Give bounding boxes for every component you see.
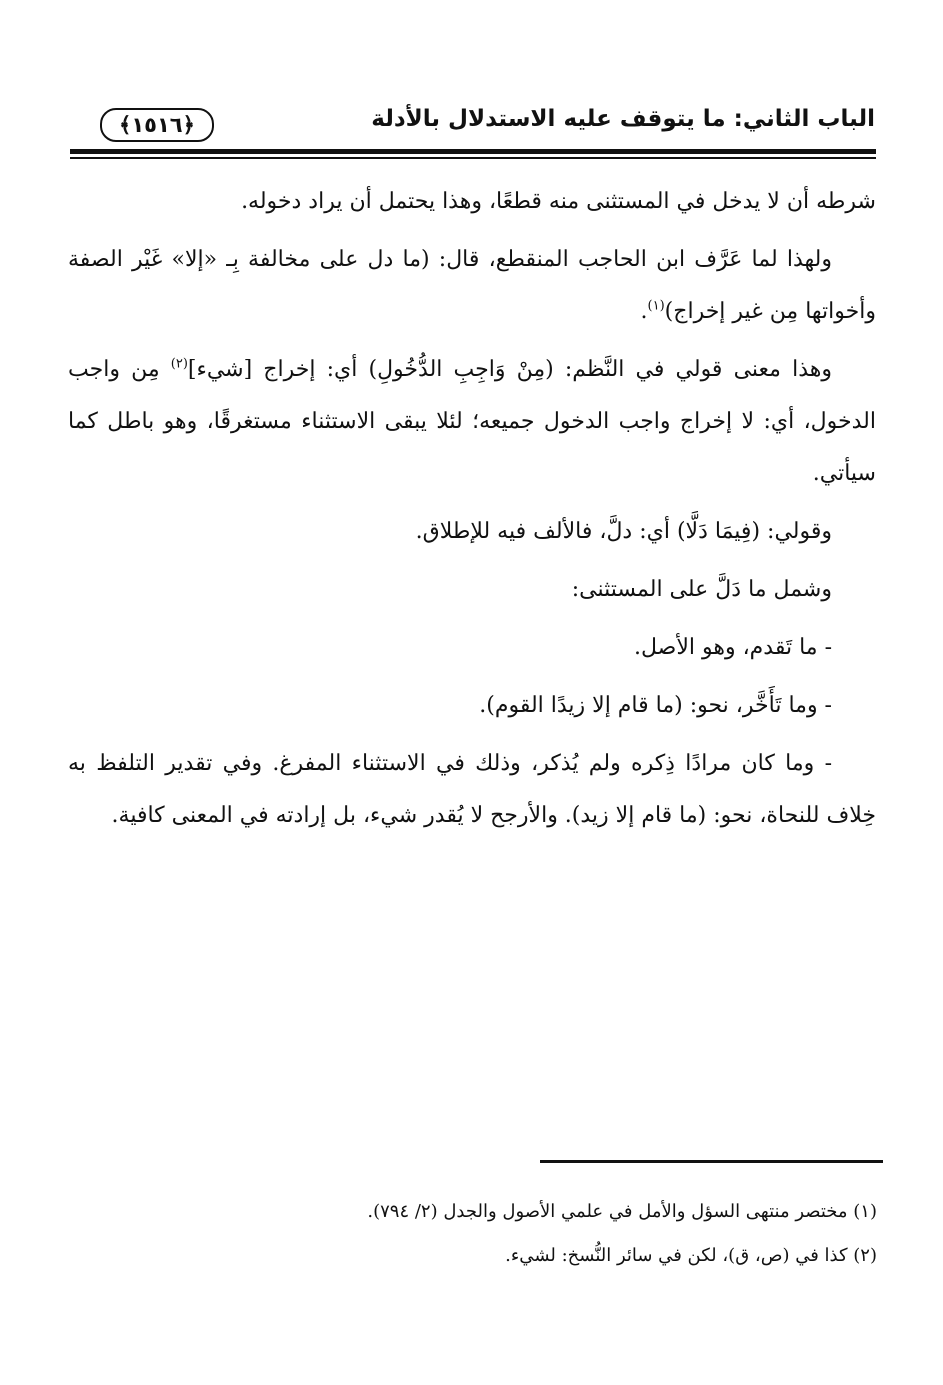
paragraph-2: ولهذا لما عَرَّف ابن الحاجب المنقطع، قال: (ما دل على مخالفة بِـ «إلا» غَيْر الصفة وأخواتها مِن غير إخراج)$^{(١)}$.: [68, 247, 876, 324]
paragraph-3: وهذا معنى قولي في النَّظم: (مِنْ وَاجِبِ الدُّخُولِ) أي: إخراج [شيء]$^{(٢)}$ مِن واجب الدخول، أي: لا إخراج واجب الدخول جميعه؛ لئلا يبقى الاستثناء مستغرقًا، وهو باطل كما سيأتي.: [68, 356, 876, 486]
paragraph-1: شرطه أن لا يدخل في المستثنى منه قطعًا، وهذا يحتمل أن يراد دخوله.: [241, 189, 876, 214]
footnote-1: (١) مختصر منتهى السؤل والأمل في علمي الأصول والجدل (٢/ ٧٩٤).: [367, 1201, 877, 1222]
list-item-2: - وما تَأَخَّر، نحو: (ما قام إلا زيدًا القوم).: [479, 693, 832, 718]
footnotes: [300, 1190, 877, 1278]
running-title: الباب الثاني: ما يتوقف عليه الاستدلال بالأدلة: [371, 106, 875, 132]
footnote-ref-1[interactable]: (١): [647, 298, 665, 314]
footnote-ref-2[interactable]: (٢): [170, 356, 188, 372]
footnote-separator: [540, 1160, 883, 1163]
page-number: ﴿١٥١٦﴾: [100, 108, 214, 142]
list-item-1: - ما تَقدم، وهو الأصل.: [634, 635, 832, 660]
page-header: [70, 100, 875, 148]
paragraph-5: وشمل ما دَلَّ على المستثنى:: [571, 577, 832, 602]
header-rule-thick: [70, 149, 876, 154]
header-rule-thin: [70, 157, 876, 159]
paragraph-4: وقولي: (فِيمَا دَلَّا) أي: دلَّ، فالألف فيه للإطلاق.: [415, 519, 832, 544]
list-item-3: - وما كان مرادًا ذِكره ولم يُذكر، وذلك في الاستثناء المفرغ. وفي تقدير التلفظ به خِلاف للنحاة، نحو: (ما قام إلا زيد). والأرجح لا يُقدر شيء، بل إرادته في المعنى كافية.: [68, 751, 876, 828]
body-text: [68, 176, 876, 848]
footnote-2: (٢) كذا في (ص، ق)، لكن في سائر النُّسخ: لشيء.: [505, 1245, 877, 1266]
